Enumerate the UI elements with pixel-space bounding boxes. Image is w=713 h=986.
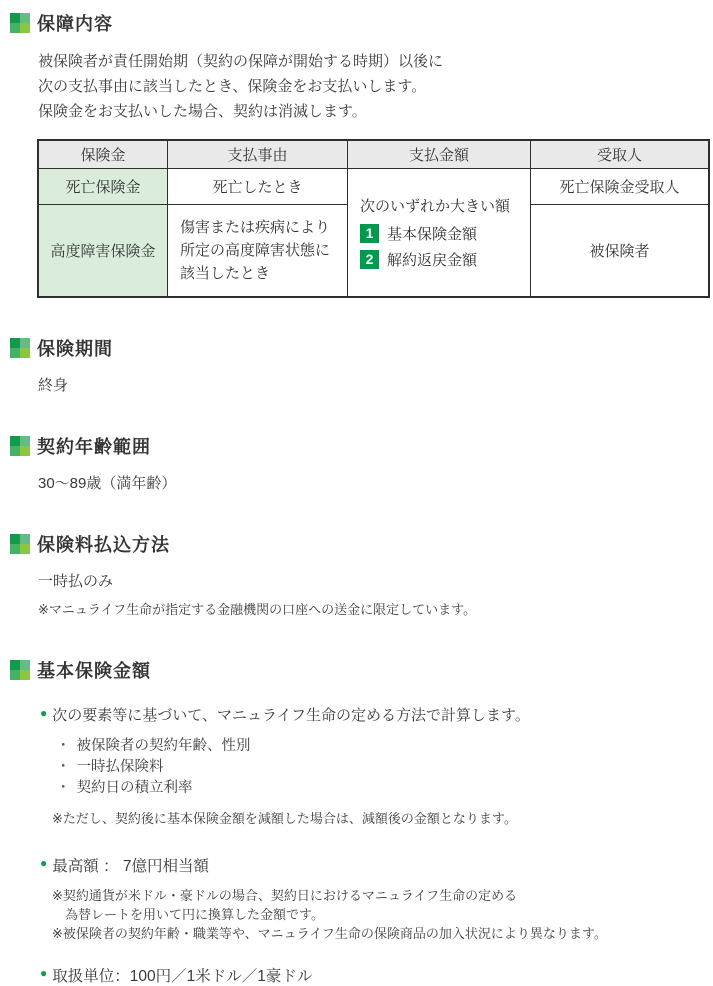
period-value: 終身 (38, 377, 69, 394)
unit-bullet-line (40, 964, 713, 986)
amount-option-2-label: 解約返戻金額 (387, 251, 478, 269)
max-amount-text: 最高額 ： 7億円相当額 (52, 858, 209, 875)
middot-bullet-icon: ・ (56, 759, 71, 775)
max-note-line: ※被保険者の契約年齢・職業等や、マニュライフ生命の保険商品の加入状況により異なります。 (52, 926, 607, 941)
benefit-table (38, 140, 709, 297)
amount-option-1 (360, 223, 520, 244)
calc-note: ※ただし、契約後に基本保険金額を減額した場合は、減額後の金額となります。 (52, 811, 517, 826)
cell-death-benefit: 死亡保険金 (39, 169, 168, 205)
cell-death-recipient: 死亡保険金受取人 (531, 169, 709, 205)
section-marker-icon (10, 534, 30, 554)
amount-intro-text: 次のいずれか大きい額 (360, 197, 511, 215)
max-amount-notes (52, 886, 713, 943)
green-dot-icon: ● (40, 966, 48, 980)
coverage-intro-line: 次の支払事由に該当したとき、保険金をお支払いします。 (38, 78, 427, 95)
number-2-badge-icon: 2 (360, 250, 379, 269)
cell-disability-recipient: 被保険者 (531, 205, 709, 297)
benefit-table-header-row (39, 141, 709, 169)
section-title-period: 保険期間 (37, 339, 113, 359)
cell-death-cause: 死亡したとき (168, 169, 348, 205)
amount-option-1-label: 基本保険金額 (387, 225, 478, 243)
amount-option-2 (360, 249, 520, 270)
max-amount-bullet-line (40, 854, 713, 876)
list-item (56, 778, 713, 799)
section-title-payment-method: 保険料払込方法 (37, 535, 170, 555)
section-marker-icon (10, 13, 30, 33)
middot-bullet-icon: ・ (56, 780, 71, 796)
green-dot-icon: ● (40, 706, 48, 720)
section-title-coverage: 保障内容 (37, 14, 113, 34)
max-note-line: 為替レートを用いて円に換算した金額です。 (65, 907, 324, 922)
coverage-intro-paragraph (38, 49, 713, 124)
section-heading-age-range (10, 433, 713, 459)
section-heading-coverage (10, 10, 713, 36)
cell-disability-benefit: 高度障害保険金 (39, 205, 168, 297)
number-1-badge-icon: 1 (360, 224, 379, 243)
payment-method-note: ※マニュライフ生命が指定する金融機関の口座への送金に限定しています。 (38, 602, 477, 617)
middot-bullet-icon: ・ (56, 738, 71, 754)
header-cell-recipient: 受取人 (531, 141, 709, 169)
coverage-intro-line: 保険金をお支払いした場合、契約は消滅します。 (38, 103, 367, 120)
coverage-intro-line: 被保険者が責任開始期（契約の保障が開始する時期）以後に (38, 53, 444, 70)
green-dot-icon: ● (40, 856, 48, 870)
age-range-value: 30〜89歳（満年齢） (38, 475, 177, 492)
section-marker-icon (10, 660, 30, 680)
section-heading-base-amount (10, 657, 713, 683)
calc-factor-list (56, 736, 713, 799)
header-cell-amount: 支払金額 (348, 141, 531, 169)
factor-text: 契約日の積立利率 (76, 780, 193, 796)
payment-method-value: 一時払のみ (38, 573, 114, 590)
section-heading-period (10, 335, 713, 361)
calc-bullet-text: 次の要素等に基づいて、マニュライフ生命の定める方法で計算します。 (52, 707, 530, 724)
header-cell-benefit: 保険金 (39, 141, 168, 169)
section-marker-icon (10, 436, 30, 456)
max-note-line: ※契約通貨が米ドル・豪ドルの場合、契約日におけるマニュライフ生命の定める (52, 888, 518, 903)
table-row-death (39, 169, 709, 205)
list-item (56, 736, 713, 757)
factor-text: 一時払保険料 (76, 759, 164, 775)
section-marker-icon (10, 338, 30, 358)
header-cell-cause: 支払事由 (168, 141, 348, 169)
section-title-base-amount: 基本保険金額 (37, 661, 151, 681)
section-heading-payment-method (10, 531, 713, 557)
cell-disability-cause: 傷害または疾病により所定の高度障害状態に該当したとき (168, 205, 348, 297)
cell-payment-amount (348, 169, 531, 297)
unit-text: 取扱単位：100円／1米ドル／1豪ドル (52, 968, 313, 985)
factor-text: 被保険者の契約年齢、性別 (76, 738, 251, 754)
section-title-age-range: 契約年齢範囲 (37, 437, 151, 457)
calc-bullet-line (40, 704, 713, 725)
list-item (56, 757, 713, 778)
